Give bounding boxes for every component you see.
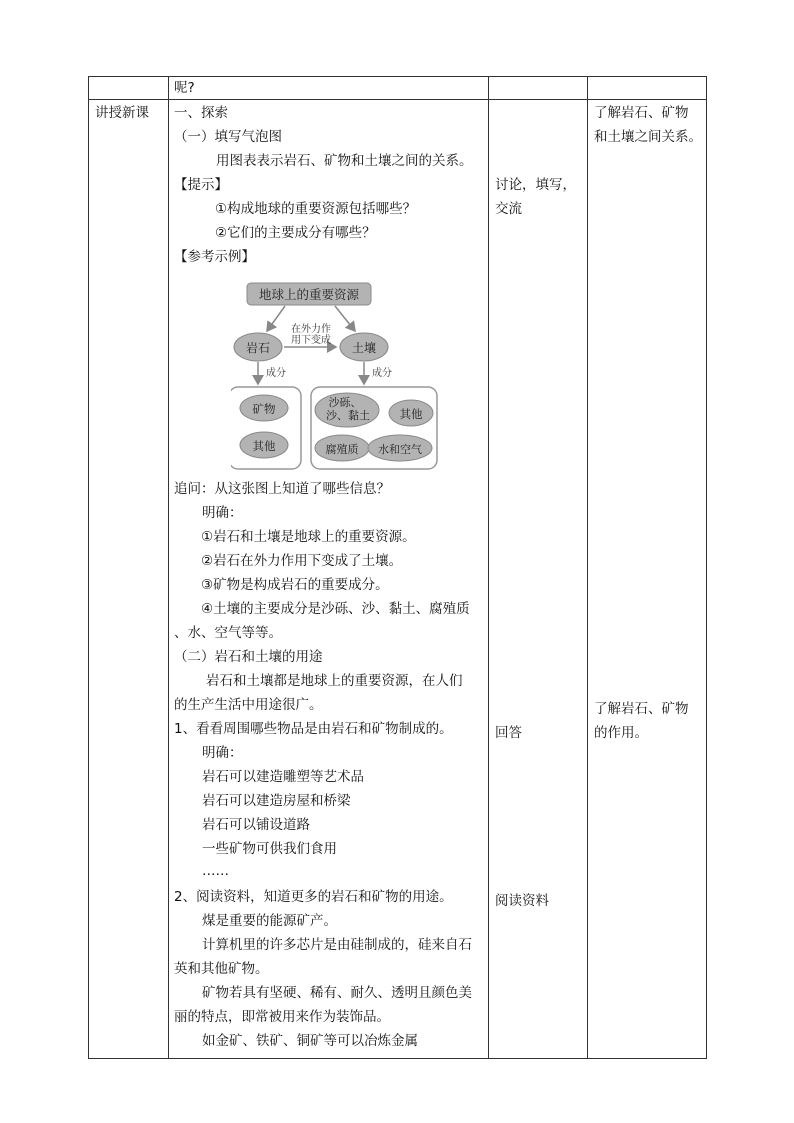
hint-item: ②它们的主要成分有哪些？ bbox=[215, 225, 376, 241]
rock-label: 岩石 bbox=[245, 341, 271, 355]
use-item: 一些矿物可供我们食用 bbox=[202, 841, 337, 857]
cell-design-intent bbox=[588, 100, 707, 1059]
reading-item: 计算机里的许多芯片是由硅制成的，硅来自石 bbox=[202, 937, 472, 953]
cell-empty bbox=[89, 77, 169, 100]
water-air-label: 水和空气 bbox=[378, 443, 422, 456]
cell-content bbox=[169, 77, 489, 100]
humus-label: 腐殖质 bbox=[325, 443, 359, 456]
component-label: 成分 bbox=[266, 368, 286, 379]
resource-label: 地球上的重要资源 bbox=[258, 287, 360, 302]
hint-item: ①构成地球的重要资源包括哪些？ bbox=[215, 201, 417, 217]
cell-empty bbox=[588, 77, 707, 100]
cell-student-activity bbox=[489, 100, 588, 1059]
reading-item: 煤是重要的能源矿产。 bbox=[202, 913, 337, 929]
reading-item: 矿物若具有坚硬、稀有、耐久、透明且颜色美 bbox=[202, 985, 472, 1001]
table-row bbox=[89, 100, 707, 1059]
activity-text: 回答 bbox=[495, 725, 522, 741]
activity-text: 讨论，填写， bbox=[495, 177, 576, 193]
arrow bbox=[335, 306, 355, 331]
clarify-label: 明确： bbox=[202, 505, 243, 521]
subsection-title: （二）岩石和土壤的用途 bbox=[174, 649, 323, 665]
subsection-title: （一）填写气泡图 bbox=[174, 129, 282, 145]
table-row bbox=[89, 77, 707, 100]
intent-text: 了解岩石、矿物 bbox=[594, 701, 689, 717]
info-item: ②岩石在外力作用下变成了土壤。 bbox=[201, 553, 403, 569]
soil-label: 土壤 bbox=[351, 341, 377, 355]
carryover-text: 呢? bbox=[174, 80, 195, 96]
use-item: 岩石可以建造雕塑等艺术品 bbox=[202, 769, 364, 785]
use-item: 岩石可以铺设道路 bbox=[202, 817, 310, 833]
info-item: ③矿物是构成岩石的重要成分。 bbox=[201, 577, 389, 593]
reading-item-continued: 英和其他矿物。 bbox=[174, 961, 269, 977]
task-text: 用图表表示岩石、矿物和土壤之间的关系。 bbox=[216, 153, 473, 169]
follow-up-question: 追问：从这张图上知道了哪些信息？ bbox=[174, 481, 390, 497]
sand-label: 沙砾、 bbox=[328, 396, 362, 409]
arrow bbox=[267, 306, 285, 331]
ellipsis: …… bbox=[202, 863, 229, 879]
activity-text: 交流 bbox=[495, 201, 522, 217]
question-2: 2、阅读资料，知道更多的岩石和矿物的用途。 bbox=[174, 889, 453, 905]
bubble-diagram bbox=[231, 280, 439, 474]
lesson-plan-table bbox=[88, 76, 707, 1059]
arrow-label: 在外力作 bbox=[291, 324, 331, 335]
question-1: 1、看看周围哪些物品是由岩石和矿物制成的。 bbox=[174, 721, 453, 737]
paragraph: 岩石和土壤都是地球上的重要资源，在人们 bbox=[206, 673, 463, 689]
use-item: 岩石可以建造房屋和桥梁 bbox=[202, 793, 351, 809]
info-item-continued: 、水、空气等等。 bbox=[174, 625, 282, 641]
section-title: 一、探索 bbox=[174, 105, 228, 121]
component-label: 成分 bbox=[372, 368, 392, 379]
cell-stage bbox=[89, 100, 169, 1059]
activity-text: 阅读资料 bbox=[495, 893, 549, 909]
arrow-label: 用下变成 bbox=[291, 335, 331, 346]
intent-text: 了解岩石、矿物 bbox=[594, 105, 689, 121]
hint-title: 【提示】 bbox=[174, 177, 228, 193]
intent-text: 和土壤之间关系。 bbox=[594, 129, 702, 145]
clarify-label: 明确： bbox=[202, 745, 243, 761]
paragraph-continued: 的生产生活中用途很广。 bbox=[174, 697, 323, 713]
intent-text: 的作用。 bbox=[594, 725, 648, 741]
other-label: 其他 bbox=[252, 439, 276, 453]
info-item: ④土壤的主要成分是沙砾、沙、黏土、腐殖质 bbox=[201, 601, 470, 617]
reading-item-continued: 丽的特点，即常被用来作为装饰品。 bbox=[174, 1009, 390, 1025]
example-title: 【参考示例】 bbox=[174, 249, 255, 265]
mineral-label: 矿物 bbox=[252, 402, 276, 416]
cell-empty bbox=[489, 77, 588, 100]
stage-label: 讲授新课 bbox=[95, 105, 149, 121]
soil-other-label: 其他 bbox=[399, 407, 423, 421]
cell-content bbox=[169, 100, 489, 1059]
info-item: ①岩石和土壤是地球上的重要资源。 bbox=[201, 529, 416, 545]
reading-item: 如金矿、铁矿、铜矿等可以冶炼金属 bbox=[202, 1033, 418, 1049]
sand-label: 沙、黏土 bbox=[326, 409, 370, 422]
